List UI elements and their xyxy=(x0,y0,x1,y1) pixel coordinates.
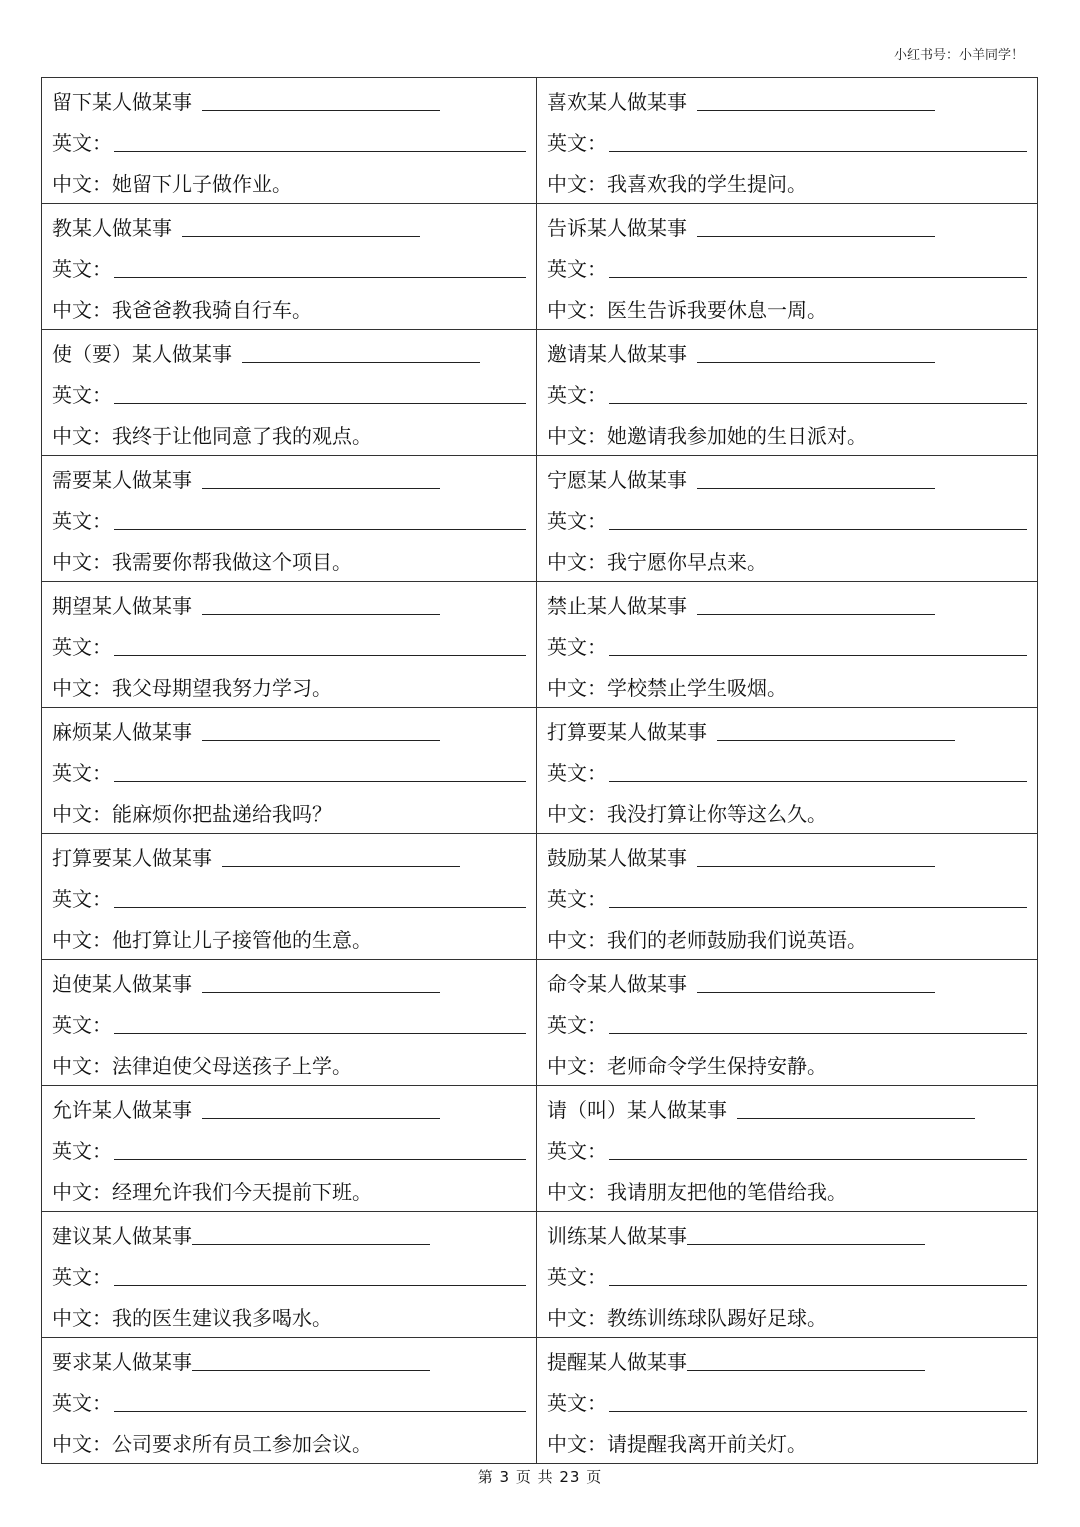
english-answer-blank[interactable] xyxy=(609,1285,1027,1286)
phrase-answer-blank[interactable] xyxy=(697,236,935,237)
exercise-row xyxy=(42,330,1038,456)
exercise-row xyxy=(42,834,1038,960)
exercise-row xyxy=(42,708,1038,834)
phrase-answer-blank[interactable] xyxy=(687,1244,925,1245)
phrase-label: 使（要）某人做某事 xyxy=(52,342,232,366)
chinese-label: 中文： xyxy=(547,1180,607,1204)
chinese-line xyxy=(52,666,526,707)
chinese-label: 中文： xyxy=(52,1306,112,1330)
phrase-label: 宁愿某人做某事 xyxy=(547,468,687,492)
chinese-line xyxy=(547,792,1027,833)
phrase-answer-blank[interactable] xyxy=(737,1118,975,1119)
phrase-label: 迫使某人做某事 xyxy=(52,972,192,996)
exercise-item xyxy=(537,584,1037,707)
exercise-item xyxy=(537,710,1037,833)
chinese-sentence: 他打算让儿子接管他的生意。 xyxy=(112,928,372,952)
english-line xyxy=(547,1003,1027,1044)
phrase-answer-blank[interactable] xyxy=(687,1370,925,1371)
english-line xyxy=(547,625,1027,666)
phrase-label: 喜欢某人做某事 xyxy=(547,90,687,114)
english-answer-blank[interactable] xyxy=(114,655,526,656)
chinese-sentence: 我宁愿你早点来。 xyxy=(607,550,767,574)
english-line xyxy=(547,1129,1027,1170)
phrase-line xyxy=(52,962,526,1003)
chinese-line xyxy=(52,162,526,203)
chinese-line xyxy=(547,666,1027,707)
chinese-sentence: 我们的老师鼓励我们说英语。 xyxy=(607,928,867,952)
exercise-item xyxy=(537,458,1037,581)
phrase-answer-blank[interactable] xyxy=(717,740,955,741)
english-answer-blank[interactable] xyxy=(609,403,1027,404)
chinese-line xyxy=(52,792,526,833)
english-label: 英文： xyxy=(547,131,607,155)
english-line xyxy=(52,625,526,666)
english-line xyxy=(52,1381,526,1422)
phrase-line xyxy=(547,1214,1027,1255)
phrase-line xyxy=(52,836,526,877)
chinese-line xyxy=(52,1044,526,1085)
exercise-row xyxy=(42,960,1038,1086)
chinese-sentence: 老师命令学生保持安静。 xyxy=(607,1054,827,1078)
phrase-answer-blank[interactable] xyxy=(202,992,440,993)
phrase-label: 允许某人做某事 xyxy=(52,1098,192,1122)
english-label: 英文： xyxy=(547,383,607,407)
chinese-sentence: 能麻烦你把盐递给我吗？ xyxy=(112,802,332,826)
chinese-line xyxy=(547,1422,1027,1463)
english-label: 英文： xyxy=(547,509,607,533)
english-line xyxy=(52,1129,526,1170)
english-line xyxy=(52,1003,526,1044)
english-label: 英文： xyxy=(52,761,112,785)
phrase-label: 禁止某人做某事 xyxy=(547,594,687,618)
phrase-line xyxy=(547,206,1027,247)
header-note: 小红书号：小羊同学！ xyxy=(893,48,1024,63)
english-answer-blank[interactable] xyxy=(114,529,526,530)
english-answer-blank[interactable] xyxy=(114,1033,526,1034)
chinese-label: 中文： xyxy=(547,298,607,322)
exercise-cell xyxy=(42,960,537,1086)
english-label: 英文： xyxy=(547,887,607,911)
english-label: 英文： xyxy=(547,1265,607,1289)
chinese-sentence: 她邀请我参加她的生日派对。 xyxy=(607,424,867,448)
chinese-sentence: 我父母期望我努力学习。 xyxy=(112,676,332,700)
phrase-answer-blank[interactable] xyxy=(202,110,440,111)
exercise-item xyxy=(537,332,1037,455)
english-line xyxy=(52,877,526,918)
exercise-cell xyxy=(42,582,537,708)
english-answer-blank[interactable] xyxy=(609,655,1027,656)
chinese-sentence: 请提醒我离开前关灯。 xyxy=(607,1432,807,1456)
chinese-label: 中文： xyxy=(547,802,607,826)
phrase-answer-blank[interactable] xyxy=(242,362,480,363)
chinese-label: 中文： xyxy=(547,1306,607,1330)
phrase-label: 建议某人做某事 xyxy=(52,1224,192,1248)
phrase-label: 邀请某人做某事 xyxy=(547,342,687,366)
exercise-row xyxy=(42,1086,1038,1212)
chinese-label: 中文： xyxy=(547,424,607,448)
english-answer-blank[interactable] xyxy=(609,907,1027,908)
english-line xyxy=(547,877,1027,918)
english-line xyxy=(547,247,1027,288)
english-label: 英文： xyxy=(52,887,112,911)
chinese-label: 中文： xyxy=(547,1054,607,1078)
chinese-sentence: 法律迫使父母送孩子上学。 xyxy=(112,1054,352,1078)
exercise-item xyxy=(537,1214,1037,1337)
exercise-table xyxy=(41,77,1038,1464)
exercise-item xyxy=(42,836,536,959)
chinese-sentence: 我请朋友把他的笔借给我。 xyxy=(607,1180,847,1204)
exercise-row xyxy=(42,1212,1038,1338)
exercise-item xyxy=(42,1214,536,1337)
exercise-row xyxy=(42,456,1038,582)
chinese-label: 中文： xyxy=(547,676,607,700)
exercise-row xyxy=(42,204,1038,330)
exercise-cell xyxy=(537,78,1038,204)
english-line xyxy=(547,1255,1027,1296)
exercise-cell xyxy=(42,708,537,834)
chinese-sentence: 我需要你帮我做这个项目。 xyxy=(112,550,352,574)
phrase-label: 提醒某人做某事 xyxy=(547,1350,687,1374)
phrase-line xyxy=(547,710,1027,751)
exercise-cell xyxy=(42,330,537,456)
english-answer-blank[interactable] xyxy=(609,151,1027,152)
english-label: 英文： xyxy=(52,509,112,533)
chinese-line xyxy=(52,540,526,581)
english-answer-blank[interactable] xyxy=(609,781,1027,782)
page-footer: 第 3 页 共 23 页 xyxy=(477,1468,603,1486)
chinese-line xyxy=(547,540,1027,581)
chinese-label: 中文： xyxy=(52,1432,112,1456)
english-answer-blank[interactable] xyxy=(609,277,1027,278)
chinese-sentence: 教练训练球队踢好足球。 xyxy=(607,1306,827,1330)
exercise-item xyxy=(537,1340,1037,1463)
phrase-label: 麻烦某人做某事 xyxy=(52,720,192,744)
english-line xyxy=(547,373,1027,414)
phrase-answer-blank[interactable] xyxy=(697,362,935,363)
english-answer-blank[interactable] xyxy=(609,1411,1027,1412)
chinese-line xyxy=(52,1422,526,1463)
phrase-label: 要求某人做某事 xyxy=(52,1350,192,1374)
phrase-line xyxy=(547,1340,1027,1381)
phrase-label: 打算要某人做某事 xyxy=(547,720,707,744)
english-label: 英文： xyxy=(52,1265,112,1289)
exercise-cell xyxy=(537,708,1038,834)
phrase-line xyxy=(547,458,1027,499)
english-label: 英文： xyxy=(52,383,112,407)
chinese-label: 中文： xyxy=(52,298,112,322)
chinese-label: 中文： xyxy=(52,802,112,826)
exercise-item xyxy=(537,80,1037,203)
phrase-line xyxy=(52,80,526,121)
phrase-line xyxy=(547,836,1027,877)
english-answer-blank[interactable] xyxy=(609,1159,1027,1160)
exercise-cell xyxy=(42,1338,537,1464)
phrase-answer-blank[interactable] xyxy=(697,488,935,489)
english-label: 英文： xyxy=(547,1391,607,1415)
exercise-item xyxy=(537,962,1037,1085)
phrase-line xyxy=(52,206,526,247)
chinese-label: 中文： xyxy=(547,550,607,574)
phrase-answer-blank[interactable] xyxy=(222,866,460,867)
english-label: 英文： xyxy=(547,1013,607,1037)
chinese-sentence: 我终于让他同意了我的观点。 xyxy=(112,424,372,448)
chinese-label: 中文： xyxy=(52,1180,112,1204)
chinese-sentence: 我的医生建议我多喝水。 xyxy=(112,1306,332,1330)
exercise-row xyxy=(42,1338,1038,1464)
phrase-answer-blank[interactable] xyxy=(202,488,440,489)
chinese-line xyxy=(52,288,526,329)
chinese-sentence: 我爸爸教我骑自行车。 xyxy=(112,298,312,322)
exercise-cell xyxy=(42,204,537,330)
exercise-item xyxy=(42,1088,536,1211)
english-line xyxy=(547,751,1027,792)
phrase-line xyxy=(52,1214,526,1255)
exercise-cell xyxy=(42,1086,537,1212)
chinese-line xyxy=(52,414,526,455)
phrase-label: 命令某人做某事 xyxy=(547,972,687,996)
english-answer-blank[interactable] xyxy=(114,277,526,278)
phrase-answer-blank[interactable] xyxy=(697,614,935,615)
phrase-answer-blank[interactable] xyxy=(202,740,440,741)
english-answer-blank[interactable] xyxy=(609,1033,1027,1034)
english-label: 英文： xyxy=(547,635,607,659)
phrase-line xyxy=(52,332,526,373)
phrase-answer-blank[interactable] xyxy=(192,1244,430,1245)
english-line xyxy=(52,1255,526,1296)
phrase-label: 鼓励某人做某事 xyxy=(547,846,687,870)
english-label: 英文： xyxy=(547,1139,607,1163)
english-label: 英文： xyxy=(52,635,112,659)
english-line xyxy=(52,247,526,288)
chinese-label: 中文： xyxy=(52,676,112,700)
exercise-item xyxy=(42,80,536,203)
exercise-cell xyxy=(537,834,1038,960)
exercise-cell xyxy=(537,582,1038,708)
exercise-item xyxy=(42,1340,536,1463)
chinese-label: 中文： xyxy=(52,1054,112,1078)
exercise-item xyxy=(537,206,1037,329)
chinese-label: 中文： xyxy=(547,928,607,952)
chinese-sentence: 她留下儿子做作业。 xyxy=(112,172,292,196)
phrase-answer-blank[interactable] xyxy=(697,992,935,993)
chinese-label: 中文： xyxy=(547,1432,607,1456)
chinese-line xyxy=(52,1296,526,1337)
exercise-cell xyxy=(42,456,537,582)
phrase-line xyxy=(52,1088,526,1129)
english-answer-blank[interactable] xyxy=(114,151,526,152)
english-line xyxy=(52,751,526,792)
exercise-item xyxy=(42,206,536,329)
english-line xyxy=(547,499,1027,540)
phrase-line xyxy=(52,584,526,625)
exercise-cell xyxy=(537,1086,1038,1212)
phrase-line xyxy=(547,1088,1027,1129)
english-answer-blank[interactable] xyxy=(114,1159,526,1160)
exercise-cell xyxy=(42,834,537,960)
chinese-line xyxy=(547,918,1027,959)
english-label: 英文： xyxy=(52,1013,112,1037)
chinese-sentence: 医生告诉我要休息一周。 xyxy=(607,298,827,322)
phrase-label: 期望某人做某事 xyxy=(52,594,192,618)
phrase-label: 需要某人做某事 xyxy=(52,468,192,492)
english-label: 英文： xyxy=(52,257,112,281)
chinese-line xyxy=(547,288,1027,329)
english-line xyxy=(547,1381,1027,1422)
phrase-label: 打算要某人做某事 xyxy=(52,846,212,870)
chinese-line xyxy=(547,1296,1027,1337)
phrase-answer-blank[interactable] xyxy=(202,1118,440,1119)
exercise-row xyxy=(42,78,1038,204)
chinese-sentence: 我喜欢我的学生提问。 xyxy=(607,172,807,196)
phrase-label: 留下某人做某事 xyxy=(52,90,192,114)
chinese-line xyxy=(547,162,1027,203)
phrase-line xyxy=(52,1340,526,1381)
exercise-cell xyxy=(537,1212,1038,1338)
chinese-sentence: 公司要求所有员工参加会议。 xyxy=(112,1432,372,1456)
english-line xyxy=(547,121,1027,162)
english-answer-blank[interactable] xyxy=(114,403,526,404)
chinese-label: 中文： xyxy=(52,928,112,952)
exercise-row xyxy=(42,582,1038,708)
english-answer-blank[interactable] xyxy=(114,907,526,908)
exercise-cell xyxy=(537,1338,1038,1464)
english-label: 英文： xyxy=(52,1391,112,1415)
exercise-cell xyxy=(537,204,1038,330)
phrase-label: 请（叫）某人做某事 xyxy=(547,1098,727,1122)
chinese-line xyxy=(547,414,1027,455)
chinese-sentence: 我没打算让你等这么久。 xyxy=(607,802,827,826)
english-label: 英文： xyxy=(52,1139,112,1163)
exercise-item xyxy=(42,962,536,1085)
exercise-item xyxy=(42,710,536,833)
english-answer-blank[interactable] xyxy=(114,1285,526,1286)
phrase-answer-blank[interactable] xyxy=(192,1370,430,1371)
english-line xyxy=(52,121,526,162)
phrase-answer-blank[interactable] xyxy=(697,866,935,867)
english-answer-blank[interactable] xyxy=(609,529,1027,530)
exercise-item xyxy=(42,332,536,455)
exercise-cell xyxy=(537,456,1038,582)
phrase-line xyxy=(547,584,1027,625)
chinese-line xyxy=(547,1170,1027,1211)
chinese-label: 中文： xyxy=(52,550,112,574)
chinese-sentence: 学校禁止学生吸烟。 xyxy=(607,676,787,700)
exercise-item xyxy=(537,836,1037,959)
chinese-label: 中文： xyxy=(547,172,607,196)
phrase-line xyxy=(52,710,526,751)
phrase-answer-blank[interactable] xyxy=(697,110,935,111)
english-label: 英文： xyxy=(52,131,112,155)
phrase-label: 训练某人做某事 xyxy=(547,1224,687,1248)
exercise-item xyxy=(537,1088,1037,1211)
chinese-line xyxy=(52,1170,526,1211)
exercise-cell xyxy=(42,78,537,204)
english-label: 英文： xyxy=(547,761,607,785)
phrase-answer-blank[interactable] xyxy=(182,236,420,237)
phrase-line xyxy=(52,458,526,499)
english-answer-blank[interactable] xyxy=(114,781,526,782)
chinese-label: 中文： xyxy=(52,172,112,196)
english-answer-blank[interactable] xyxy=(114,1411,526,1412)
phrase-answer-blank[interactable] xyxy=(202,614,440,615)
exercise-cell xyxy=(537,960,1038,1086)
phrase-line xyxy=(547,332,1027,373)
exercise-item xyxy=(42,458,536,581)
exercise-cell xyxy=(537,330,1038,456)
exercise-cell xyxy=(42,1212,537,1338)
chinese-label: 中文： xyxy=(52,424,112,448)
english-line xyxy=(52,373,526,414)
chinese-line xyxy=(547,1044,1027,1085)
phrase-line xyxy=(547,80,1027,121)
english-label: 英文： xyxy=(547,257,607,281)
chinese-sentence: 经理允许我们今天提前下班。 xyxy=(112,1180,372,1204)
english-line xyxy=(52,499,526,540)
chinese-line xyxy=(52,918,526,959)
exercise-item xyxy=(42,584,536,707)
phrase-label: 告诉某人做某事 xyxy=(547,216,687,240)
phrase-line xyxy=(547,962,1027,1003)
phrase-label: 教某人做某事 xyxy=(52,216,172,240)
